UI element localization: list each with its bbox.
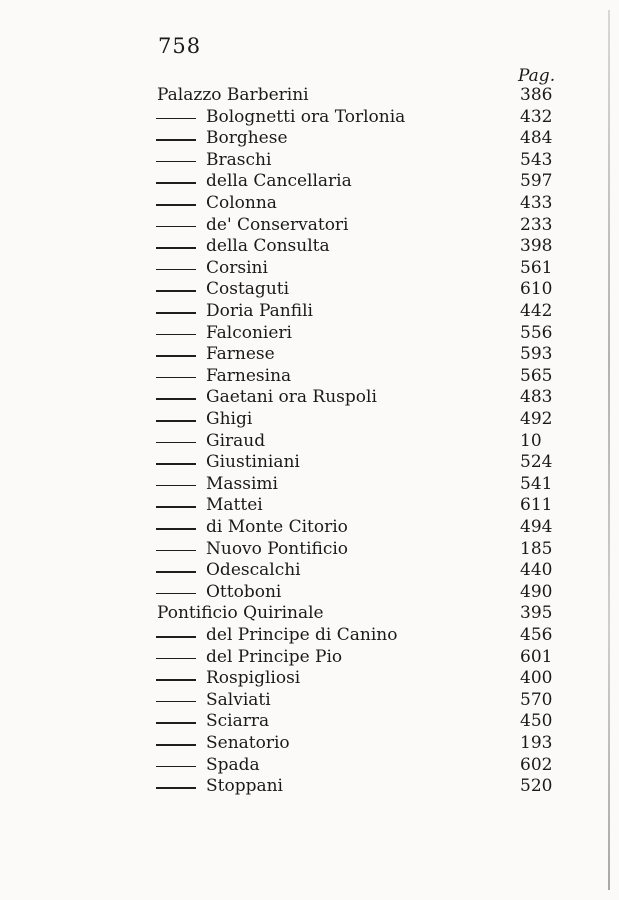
entry-name: Colonna xyxy=(206,193,277,213)
entry-page-number: 386 xyxy=(520,85,553,105)
entry-page-number: 442 xyxy=(520,301,553,321)
entry-name: Odescalchi xyxy=(206,560,301,581)
entry-name: Farnesina xyxy=(206,365,292,386)
entry-page-number: 10 xyxy=(520,430,542,451)
ditto-dash xyxy=(156,355,196,357)
entry-page-number: 611 xyxy=(520,495,553,516)
entry-page-number: 570 xyxy=(520,689,553,710)
entry-page-number: 520 xyxy=(520,776,553,797)
index-entry xyxy=(0,106,619,128)
ditto-dash xyxy=(156,528,196,530)
ditto-dash xyxy=(156,118,196,120)
entry-page-number: 398 xyxy=(520,236,553,257)
index-entry xyxy=(0,84,619,106)
entry-page-number: 456 xyxy=(520,625,553,645)
entry-name: Stoppani xyxy=(206,776,283,797)
entry-name: Borghese xyxy=(206,128,288,149)
ditto-dash xyxy=(156,334,196,336)
ditto-dash xyxy=(156,290,196,292)
entry-page-number: 541 xyxy=(520,473,553,494)
ditto-dash xyxy=(156,679,196,681)
index-entry xyxy=(0,278,619,300)
entry-name: del Principe di Canino xyxy=(206,625,398,645)
index-entry xyxy=(0,300,619,322)
entry-name: di Monte Citorio xyxy=(206,517,348,537)
index-entry xyxy=(0,473,619,495)
entry-page-number: 233 xyxy=(520,214,553,235)
entry-name: Rospigliosi xyxy=(206,668,301,689)
entry-name: Spada xyxy=(206,754,260,775)
entry-page-number: 492 xyxy=(520,409,553,429)
ditto-dash xyxy=(156,722,196,724)
ditto-dash xyxy=(156,550,196,552)
entry-name: Gaetani ora Ruspoli xyxy=(206,387,377,408)
entry-name: Senatorio xyxy=(206,733,290,753)
ditto-dash xyxy=(156,377,196,379)
index-entry xyxy=(0,322,619,344)
entry-page-number: 483 xyxy=(520,387,553,408)
entry-page-number: 395 xyxy=(520,603,553,624)
entry-page-number: 450 xyxy=(520,711,553,732)
entry-page-number: 565 xyxy=(520,365,553,386)
entry-page-number: 400 xyxy=(520,668,553,689)
entry-name: Mattei xyxy=(206,495,263,516)
entry-page-number: 494 xyxy=(520,517,553,537)
index-entry xyxy=(0,430,619,452)
index-entry xyxy=(0,732,619,754)
entry-name: Farnese xyxy=(206,344,275,365)
entry-page-number: 433 xyxy=(520,193,553,213)
index-entry xyxy=(0,710,619,732)
index-entry xyxy=(0,624,619,646)
entry-name: Braschi xyxy=(206,149,272,170)
entry-page-number: 601 xyxy=(520,646,553,667)
index-entry xyxy=(0,559,619,581)
index-entry xyxy=(0,602,619,624)
entry-page-number: 561 xyxy=(520,257,553,278)
ditto-dash xyxy=(156,701,196,703)
index-entry xyxy=(0,667,619,689)
entry-page-number: 602 xyxy=(520,754,553,775)
pag-column-label: Pag. xyxy=(518,66,556,86)
entry-page-number: 524 xyxy=(520,452,553,473)
entry-page-number: 543 xyxy=(520,149,553,170)
ditto-dash xyxy=(156,420,196,422)
index-entry xyxy=(0,386,619,408)
index-entry xyxy=(0,149,619,171)
ditto-dash xyxy=(156,636,196,638)
entry-name: Palazzo Barberini xyxy=(157,85,309,105)
ditto-dash xyxy=(156,571,196,573)
ditto-dash xyxy=(156,398,196,400)
entry-name: Giraud xyxy=(206,430,266,451)
ditto-dash xyxy=(156,658,196,660)
entry-page-number: 440 xyxy=(520,560,553,581)
ditto-dash xyxy=(156,139,196,141)
index-entry xyxy=(0,646,619,668)
entry-page-number: 484 xyxy=(520,128,553,149)
ditto-dash xyxy=(156,442,196,444)
entry-name: Nuovo Pontificio xyxy=(206,538,349,559)
entry-name: Falconieri xyxy=(206,322,292,343)
entry-page-number: 432 xyxy=(520,106,553,127)
entry-name: de' Conservatori xyxy=(206,214,349,235)
entry-name: della Cancellaria xyxy=(206,171,352,192)
index-entry xyxy=(0,127,619,149)
index-entry xyxy=(0,451,619,473)
ditto-dash xyxy=(156,226,196,228)
ditto-dash xyxy=(156,506,196,508)
ditto-dash xyxy=(156,247,196,249)
entry-name: Massimi xyxy=(206,473,278,494)
entry-name: Sciarra xyxy=(206,711,270,732)
index-entry xyxy=(0,494,619,516)
page-number: 758 xyxy=(158,34,202,58)
index-entry xyxy=(0,257,619,279)
index-entry xyxy=(0,192,619,214)
entry-name: Giustiniani xyxy=(206,452,300,473)
index-entry xyxy=(0,581,619,603)
index-entry xyxy=(0,408,619,430)
ditto-dash xyxy=(156,787,196,789)
entry-name: Bolognetti ora Torlonia xyxy=(206,106,406,127)
entry-page-number: 610 xyxy=(520,279,553,300)
entry-page-number: 185 xyxy=(520,538,553,559)
entry-name: Salviati xyxy=(206,689,271,710)
index-entry xyxy=(0,775,619,797)
index-entry xyxy=(0,365,619,387)
index-entry xyxy=(0,516,619,538)
ditto-dash xyxy=(156,744,196,746)
entry-name: Pontificio Quirinale xyxy=(157,603,324,624)
index-entry xyxy=(0,343,619,365)
index-entry xyxy=(0,538,619,560)
entry-name: della Consulta xyxy=(206,236,330,257)
ditto-dash xyxy=(156,269,196,271)
ditto-dash xyxy=(156,161,196,163)
ditto-dash xyxy=(156,485,196,487)
index-entry xyxy=(0,170,619,192)
index-entry xyxy=(0,214,619,236)
ditto-dash xyxy=(156,463,196,465)
entry-page-number: 556 xyxy=(520,322,553,343)
entry-page-number: 593 xyxy=(520,344,553,365)
entry-name: Ottoboni xyxy=(206,581,282,602)
ditto-dash xyxy=(156,766,196,768)
index-entry xyxy=(0,235,619,257)
entry-page-number: 597 xyxy=(520,171,553,192)
ditto-dash xyxy=(156,593,196,595)
ditto-dash xyxy=(156,204,196,206)
entry-name: Costaguti xyxy=(206,279,290,300)
entry-name: del Principe Pio xyxy=(206,646,343,667)
page-edge-shadow xyxy=(608,10,610,890)
entry-page-number: 193 xyxy=(520,733,553,753)
ditto-dash xyxy=(156,182,196,184)
index-entry xyxy=(0,754,619,776)
entry-page-number: 490 xyxy=(520,581,553,602)
entry-name: Ghigi xyxy=(206,409,253,429)
entry-name: Doria Panfili xyxy=(206,301,313,321)
ditto-dash xyxy=(156,312,196,314)
index-entry xyxy=(0,689,619,711)
entry-name: Corsini xyxy=(206,257,268,278)
